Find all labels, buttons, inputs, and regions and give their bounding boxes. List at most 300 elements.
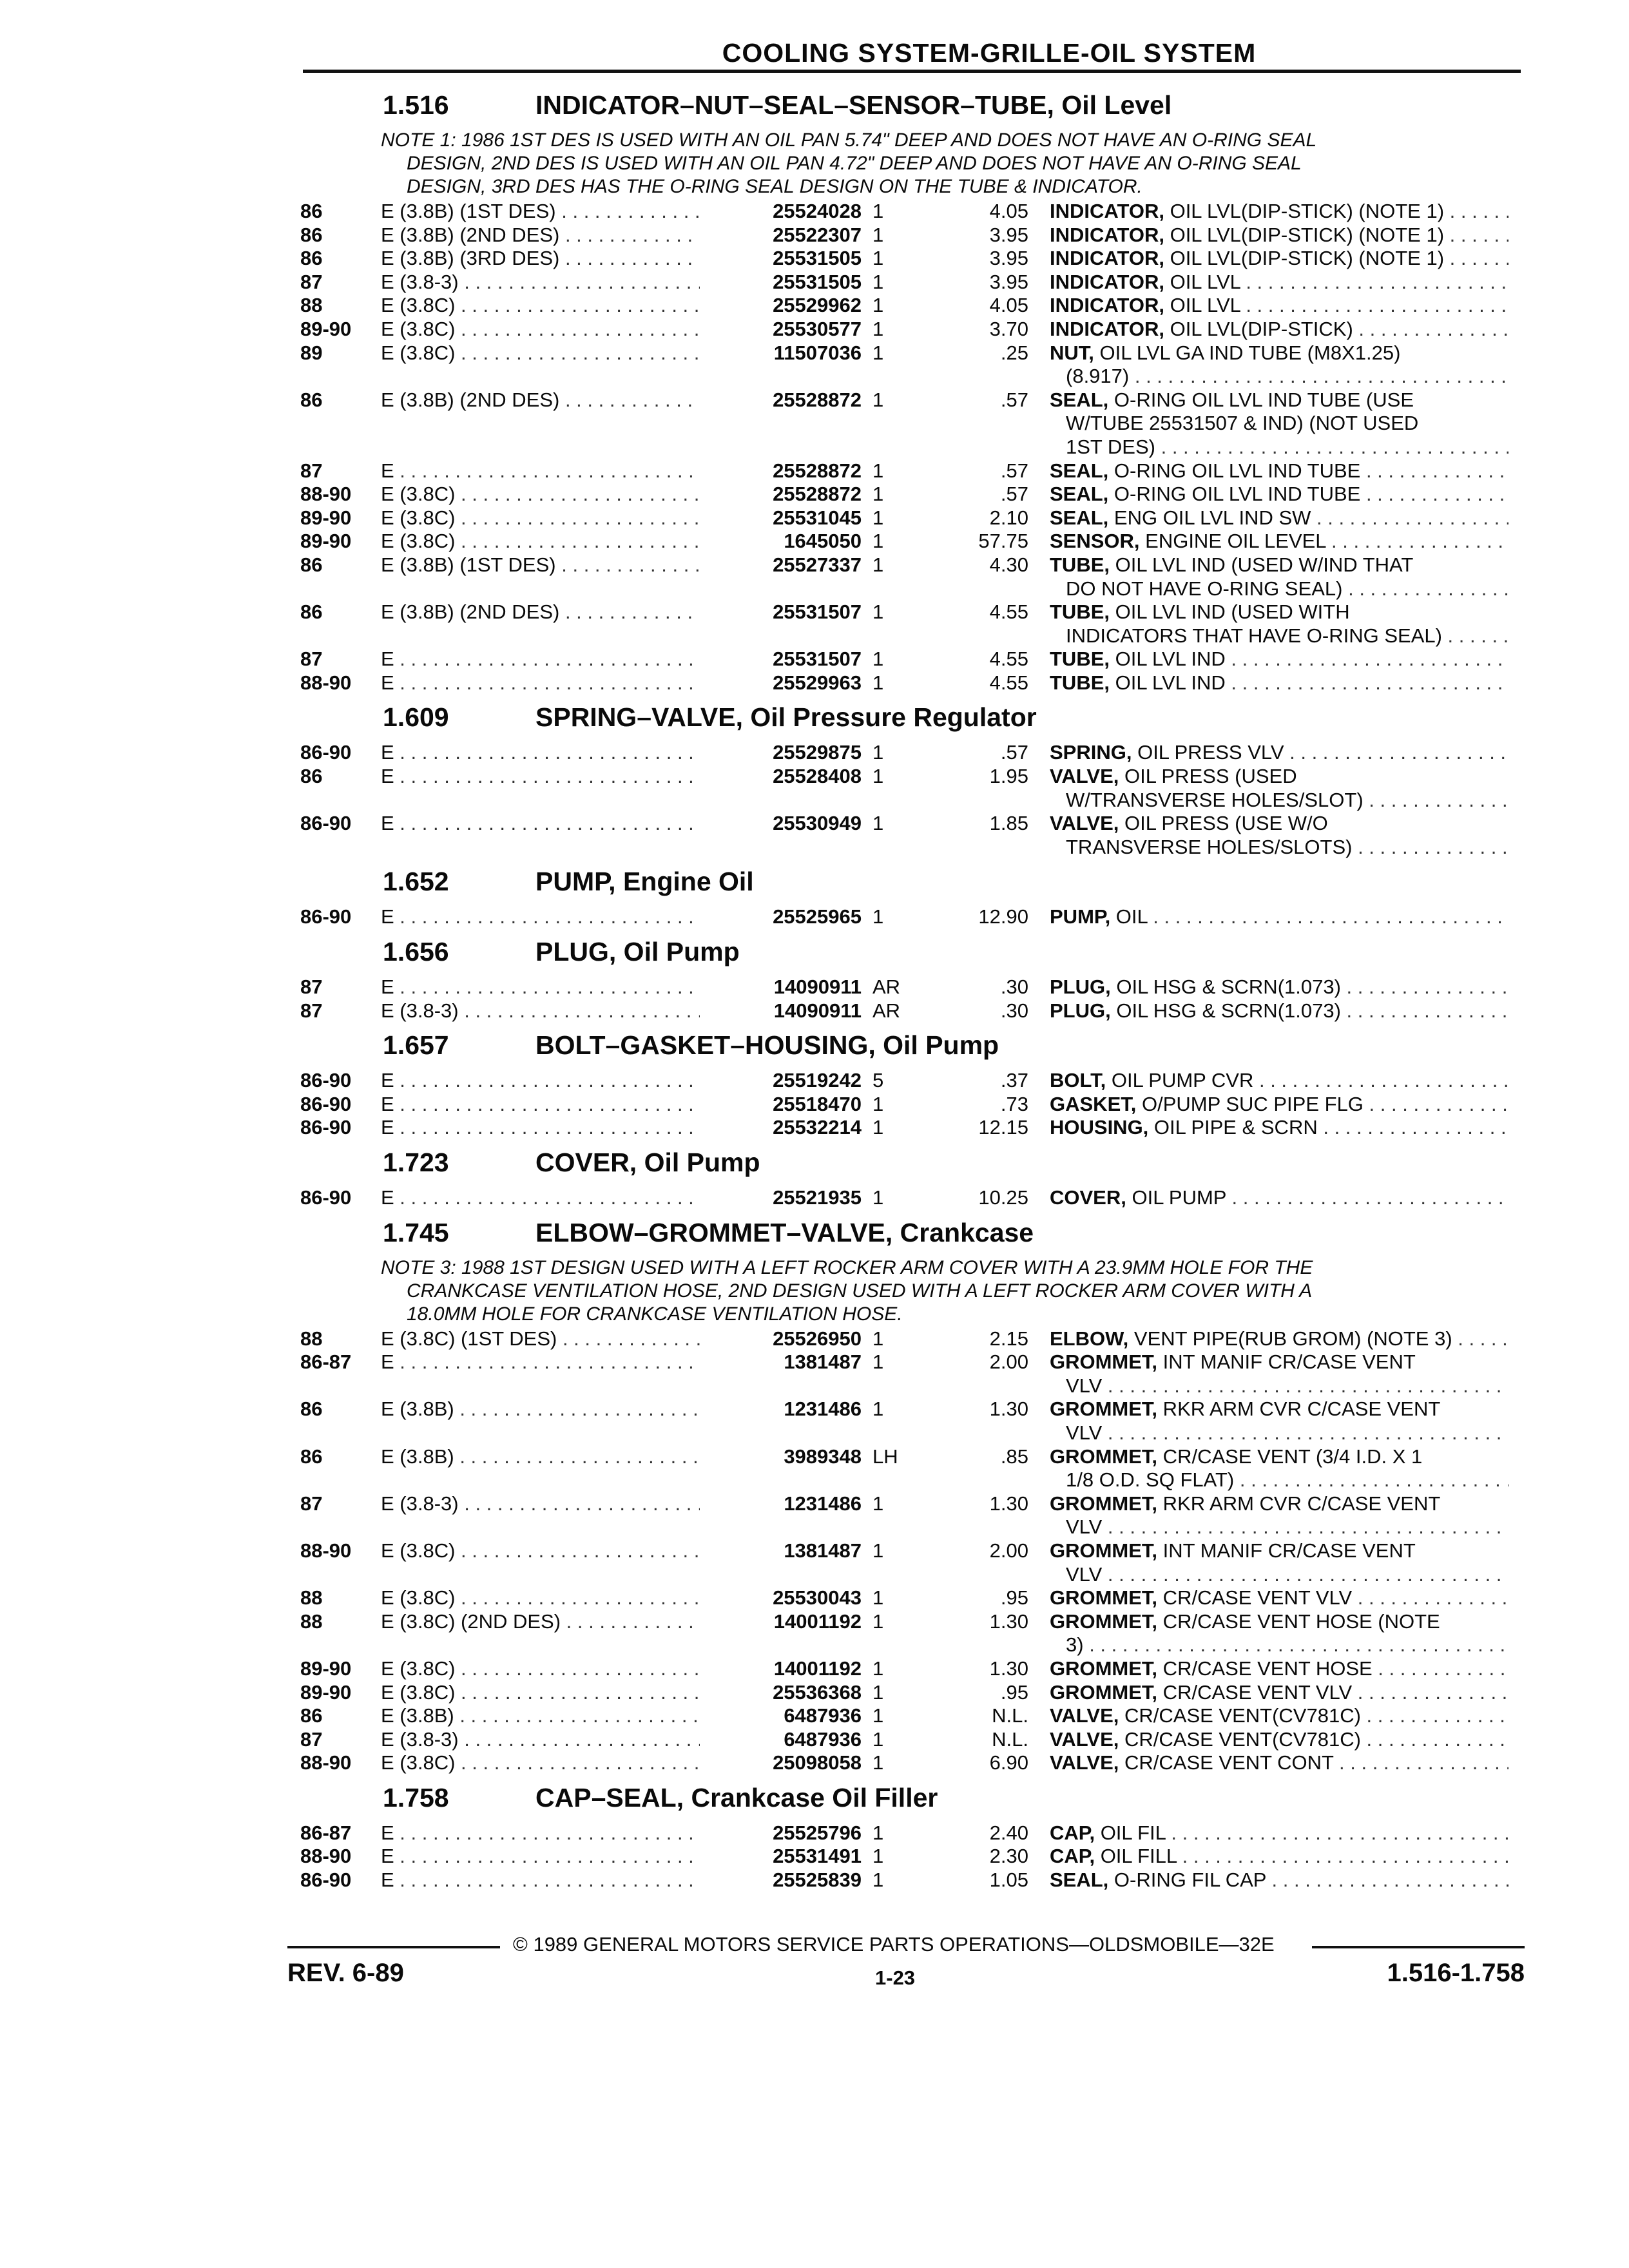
engine-code: E (3.8C) . . . xyxy=(381,1681,716,1705)
part-description xyxy=(1050,975,1509,999)
engine-code: E (3.8C) . . . xyxy=(381,483,716,506)
table-row xyxy=(300,483,1525,506)
description-text: OIL LVL(DIP-STICK) (NOTE 1) xyxy=(1164,223,1445,246)
part-name: TUBE, xyxy=(1050,601,1110,624)
part-number: 1231486 xyxy=(700,1492,862,1516)
part-description xyxy=(1050,1492,1509,1539)
price: 4.55 xyxy=(989,601,1028,624)
table-row xyxy=(300,1116,1525,1140)
part-description xyxy=(1050,1093,1509,1117)
part-number: 25521935 xyxy=(700,1186,862,1210)
description-text: ENG OIL LVL IND SW xyxy=(1108,506,1311,529)
part-name: NUT, xyxy=(1050,341,1094,364)
quantity: 1 xyxy=(872,1092,884,1115)
price: 1.30 xyxy=(989,1492,1028,1515)
engine-code: E . . . xyxy=(381,1350,716,1374)
engine-code: E (3.8B) . . . xyxy=(381,1445,716,1469)
description-line xyxy=(1050,999,1509,1023)
model-year: 87 xyxy=(300,1727,323,1751)
part-number: 25536368 xyxy=(700,1681,862,1705)
part-name: INDICATOR, xyxy=(1050,223,1164,246)
description-line xyxy=(1050,1350,1509,1374)
description-line: DO NOT HAVE O-RING SEAL) . . . xyxy=(1050,577,1509,601)
table-row xyxy=(300,318,1525,341)
part-number: 25531505 xyxy=(700,247,862,271)
part-description xyxy=(1050,389,1509,459)
engine-code: E (3.8C) . . . xyxy=(381,318,716,341)
engine-code: E (3.8-3) . . . xyxy=(381,1728,716,1752)
model-year: 88 xyxy=(300,1327,323,1350)
engine-code: E (3.8C) . . . xyxy=(381,1657,716,1681)
part-number: 1231486 xyxy=(700,1398,862,1421)
part-description xyxy=(1050,1821,1509,1845)
description-text: OIL LVL IND (USED W/IND THAT xyxy=(1110,553,1414,576)
quantity: 1 xyxy=(872,1327,884,1350)
model-year: 86 xyxy=(300,223,323,246)
note-line: CRANKCASE VENTILATION HOSE, 2ND DESIGN USED WITH A LEFT ROCKER ARM COVER WITH A xyxy=(407,1280,1313,1302)
description-text: O-RING OIL LVL IND TUBE (USE xyxy=(1108,388,1414,411)
model-year: 87 xyxy=(300,270,323,293)
table-row xyxy=(300,1869,1525,1892)
table-row xyxy=(300,1657,1525,1681)
description-text: O-RING OIL LVL IND TUBE xyxy=(1108,483,1361,506)
quantity: 1 xyxy=(872,1821,884,1844)
part-name: SEAL, xyxy=(1050,506,1109,529)
engine-code: E (3.8B) . . . xyxy=(381,1398,716,1421)
engine-code: E . . . xyxy=(381,812,716,836)
part-number: 25530577 xyxy=(700,318,862,341)
model-year: 88-90 xyxy=(300,483,352,506)
model-year: 87 xyxy=(300,975,323,999)
note-line: NOTE 1: 1986 1ST DES IS USED WITH AN OIL PAN 5.74" DEEP AND DOES NOT HAVE AN O-RING SEAL xyxy=(381,130,1317,151)
description-line xyxy=(1050,1492,1509,1516)
table-row xyxy=(300,1445,1525,1492)
table-row xyxy=(300,1821,1525,1845)
page-footer xyxy=(287,1933,1525,1989)
section-title xyxy=(300,1140,1525,1186)
model-year: 88-90 xyxy=(300,671,352,694)
price: 4.55 xyxy=(989,648,1028,671)
table-row xyxy=(300,1186,1525,1210)
quantity: 1 xyxy=(872,1680,884,1704)
section-name: CAP–SEAL, Crankcase Oil Filler xyxy=(535,1782,938,1812)
part-name: VALVE, xyxy=(1050,765,1119,788)
description-text: OIL LVL IND xyxy=(1110,648,1226,671)
part-name: CAP, xyxy=(1050,1845,1095,1868)
model-year: 89-90 xyxy=(300,530,352,553)
parts-catalog xyxy=(300,82,1525,1892)
section-title xyxy=(300,1210,1525,1256)
part-name: VALVE, xyxy=(1050,1751,1119,1774)
part-number: 25528408 xyxy=(700,765,862,789)
part-number: 25528872 xyxy=(700,459,862,483)
table-row xyxy=(300,459,1525,483)
model-year: 88-90 xyxy=(300,1845,352,1868)
part-description xyxy=(1050,999,1509,1023)
part-description xyxy=(1050,1657,1509,1681)
description-text: OIL LVL xyxy=(1164,270,1240,293)
description-line xyxy=(1050,1445,1509,1469)
description-line xyxy=(1050,905,1509,929)
table-row xyxy=(300,1350,1525,1398)
table-row xyxy=(300,741,1525,765)
part-number: 25522307 xyxy=(700,224,862,247)
part-description xyxy=(1050,741,1509,765)
table-row xyxy=(300,1069,1525,1093)
revision-label: REV. 6-89 xyxy=(287,1959,404,1987)
part-number: 25529962 xyxy=(700,294,862,318)
model-year: 88 xyxy=(300,1586,323,1610)
description-text: OIL FIL xyxy=(1095,1821,1166,1844)
part-description xyxy=(1050,1398,1509,1445)
description-line xyxy=(1050,506,1509,530)
description-line: TRANSVERSE HOLES/SLOTS) . . . xyxy=(1050,836,1509,860)
part-description xyxy=(1050,224,1509,247)
part-name: SEAL, xyxy=(1050,459,1109,482)
engine-code: E (3.8B) (2ND DES) . . . xyxy=(381,389,716,412)
part-description xyxy=(1050,1869,1509,1892)
part-number: 25528872 xyxy=(700,483,862,506)
model-year: 88 xyxy=(300,1610,323,1633)
part-description xyxy=(1050,1586,1509,1610)
model-year: 88-90 xyxy=(300,1539,352,1562)
table-row xyxy=(300,341,1525,389)
quantity: AR xyxy=(872,999,901,1022)
section-number: 1.758 xyxy=(383,1782,449,1812)
part-number: 25530043 xyxy=(700,1586,862,1610)
part-name: GROMMET, xyxy=(1050,1539,1158,1562)
price: 2.15 xyxy=(989,1327,1028,1350)
engine-code: E . . . xyxy=(381,741,716,765)
price: 3.95 xyxy=(989,223,1028,246)
price: .73 xyxy=(1000,1092,1028,1115)
part-description xyxy=(1050,1681,1509,1705)
model-year: 89-90 xyxy=(300,1680,352,1704)
price: N.L. xyxy=(992,1704,1028,1727)
description-text: CR/CASE VENT VLV xyxy=(1157,1680,1353,1704)
part-name: INDICATOR, xyxy=(1050,200,1164,222)
description-text: OIL LVL(DIP-STICK) (NOTE 1) xyxy=(1164,247,1445,270)
table-row xyxy=(300,1728,1525,1752)
part-name: INDICATOR, xyxy=(1050,294,1164,317)
quantity: 1 xyxy=(872,1657,884,1680)
table-row xyxy=(300,1610,1525,1657)
part-number: 25524028 xyxy=(700,200,862,224)
description-line xyxy=(1050,1586,1509,1610)
quantity: 1 xyxy=(872,1116,884,1139)
table-row xyxy=(300,1093,1525,1117)
model-year: 86 xyxy=(300,1445,323,1468)
part-description xyxy=(1050,530,1509,553)
model-year: 86 xyxy=(300,765,323,788)
quantity: 1 xyxy=(872,1727,884,1751)
part-name: ELBOW, xyxy=(1050,1327,1129,1350)
quantity: 1 xyxy=(872,1704,884,1727)
part-description xyxy=(1050,1728,1509,1752)
engine-code: E . . . xyxy=(381,671,716,695)
model-year: 89-90 xyxy=(300,506,352,529)
description-text: O-RING FIL CAP xyxy=(1108,1869,1266,1892)
section-number: 1.745 xyxy=(383,1217,449,1247)
note-line: DESIGN, 3RD DES HAS THE O-RING SEAL DESIGN ON THE TUBE & INDICATOR. xyxy=(407,176,1142,197)
part-number: 25098058 xyxy=(700,1751,862,1775)
quantity: 1 xyxy=(872,1350,884,1374)
part-name: INDICATOR, xyxy=(1050,317,1164,340)
part-name: TUBE, xyxy=(1050,671,1110,694)
part-name: VALVE, xyxy=(1050,1727,1119,1751)
table-row xyxy=(300,1845,1525,1869)
description-line: VLV . . . xyxy=(1050,1374,1509,1398)
table-row xyxy=(300,1492,1525,1539)
section-title xyxy=(300,859,1525,905)
description-line: W/TRANSVERSE HOLES/SLOT) . . . xyxy=(1050,789,1509,812)
quantity: 1 xyxy=(872,270,884,293)
part-name: BOLT, xyxy=(1050,1069,1106,1092)
model-year: 86-90 xyxy=(300,1186,352,1209)
model-year: 89 xyxy=(300,341,323,364)
part-number: 6487936 xyxy=(700,1704,862,1728)
part-number: 25519242 xyxy=(700,1069,862,1093)
description-line xyxy=(1050,975,1509,999)
engine-code: E (3.8-3) . . . xyxy=(381,1492,716,1516)
model-year: 86-87 xyxy=(300,1821,352,1844)
table-row xyxy=(300,553,1525,601)
quantity: 1 xyxy=(872,200,884,222)
part-description xyxy=(1050,648,1509,671)
price: 1.30 xyxy=(989,1398,1028,1421)
description-line xyxy=(1050,1398,1509,1421)
description-line xyxy=(1050,1681,1509,1705)
part-number: 25531491 xyxy=(700,1845,862,1869)
price: 10.25 xyxy=(978,1186,1028,1209)
part-name: GROMMET, xyxy=(1050,1657,1158,1680)
description-line xyxy=(1050,530,1509,553)
part-description xyxy=(1050,1116,1509,1140)
model-year: 86 xyxy=(300,1398,323,1421)
part-name: GROMMET, xyxy=(1050,1350,1158,1374)
part-name: PLUG, xyxy=(1050,975,1111,999)
model-year: 86-87 xyxy=(300,1350,352,1374)
price: .95 xyxy=(1000,1586,1028,1610)
description-line xyxy=(1050,1186,1509,1210)
part-name: GASKET, xyxy=(1050,1092,1137,1115)
description-line: 3) . . . xyxy=(1050,1633,1509,1657)
part-name: HOUSING, xyxy=(1050,1116,1149,1139)
page-title: COOLING SYSTEM-GRILLE-OIL SYSTEM xyxy=(722,38,1257,68)
part-description xyxy=(1050,341,1509,389)
part-name: GROMMET, xyxy=(1050,1398,1158,1421)
description-text: RKR ARM CVR C/CASE VENT xyxy=(1157,1492,1441,1515)
table-row xyxy=(300,247,1525,271)
price: 1.30 xyxy=(989,1657,1028,1680)
price: .95 xyxy=(1000,1680,1028,1704)
part-number: 25526950 xyxy=(700,1327,862,1351)
description-line: VLV . . . xyxy=(1050,1421,1509,1445)
part-description xyxy=(1050,1186,1509,1210)
footer-rule-left xyxy=(287,1946,500,1948)
engine-code: E (3.8B) (2ND DES) . . . xyxy=(381,224,716,247)
part-number: 25527337 xyxy=(700,553,862,577)
quantity: 1 xyxy=(872,648,884,671)
description-line: 1ST DES) . . . xyxy=(1050,436,1509,459)
description-line xyxy=(1050,247,1509,271)
part-description xyxy=(1050,1704,1509,1728)
table-row xyxy=(300,648,1525,671)
description-line: (8.917) . . . xyxy=(1050,365,1509,389)
engine-code: E . . . xyxy=(381,1186,716,1210)
part-name: PLUG, xyxy=(1050,999,1111,1022)
engine-code: E (3.8C) . . . xyxy=(381,1586,716,1610)
model-year: 86-90 xyxy=(300,1116,352,1139)
description-line xyxy=(1050,341,1509,365)
quantity: 1 xyxy=(872,1186,884,1209)
part-description xyxy=(1050,294,1509,318)
section-title xyxy=(300,82,1525,129)
note-line: NOTE 3: 1988 1ST DESIGN USED WITH A LEFT ROCKER ARM COVER WITH A 23.9MM HOLE FOR THE xyxy=(381,1256,1313,1278)
quantity: 1 xyxy=(872,1492,884,1515)
description-text: INT MANIF CR/CASE VENT xyxy=(1157,1350,1416,1374)
table-row xyxy=(300,506,1525,530)
price: 2.30 xyxy=(989,1845,1028,1868)
part-description xyxy=(1050,200,1509,224)
copyright-text: © 1989 GENERAL MOTORS SERVICE PARTS OPERATIONS—OLDSMOBILE—32E xyxy=(513,1933,1275,1956)
table-row xyxy=(300,1327,1525,1351)
section-number: 1.516 xyxy=(383,90,449,120)
price: 6.90 xyxy=(989,1751,1028,1774)
description-text: OIL LVL IND (USED WITH xyxy=(1110,601,1350,624)
model-year: 86 xyxy=(300,1704,323,1727)
engine-code: E . . . xyxy=(381,765,716,789)
description-line xyxy=(1050,765,1509,789)
quantity: 1 xyxy=(872,905,884,928)
part-number: 25531507 xyxy=(700,648,862,671)
description-line xyxy=(1050,1728,1509,1752)
description-line xyxy=(1050,812,1509,836)
part-number: 25532214 xyxy=(700,1116,862,1140)
part-description xyxy=(1050,506,1509,530)
part-description xyxy=(1050,1539,1509,1586)
description-line xyxy=(1050,1610,1509,1634)
table-row xyxy=(300,1751,1525,1775)
section-range: 1.516-1.758 xyxy=(1387,1959,1525,1987)
table-row xyxy=(300,389,1525,459)
price: N.L. xyxy=(992,1727,1028,1751)
description-line xyxy=(1050,553,1509,577)
table-row xyxy=(300,224,1525,247)
description-text: OIL xyxy=(1110,905,1148,928)
engine-code: E (3.8C) . . . xyxy=(381,294,716,318)
price: 2.10 xyxy=(989,506,1028,529)
section-number: 1.656 xyxy=(383,937,449,967)
description-text: CR/CASE VENT(CV781C) xyxy=(1119,1704,1361,1727)
part-name: SENSOR, xyxy=(1050,530,1140,553)
quantity: 1 xyxy=(872,459,884,482)
price: 12.15 xyxy=(978,1116,1028,1139)
quantity: 1 xyxy=(872,671,884,694)
part-number: 1381487 xyxy=(700,1350,862,1374)
table-row xyxy=(300,765,1525,812)
description-text: OIL PRESS (USED xyxy=(1119,765,1297,788)
table-row xyxy=(300,671,1525,695)
quantity: 1 xyxy=(872,223,884,246)
footer-copyright-line xyxy=(287,1933,1525,1961)
part-name: GROMMET, xyxy=(1050,1586,1158,1610)
description-line xyxy=(1050,1327,1509,1351)
description-text: OIL LVL xyxy=(1164,294,1240,317)
description-text: CR/CASE VENT (3/4 I.D. X 1 xyxy=(1157,1445,1423,1468)
quantity: 1 xyxy=(872,483,884,506)
model-year: 86 xyxy=(300,247,323,270)
description-text: OIL PRESS VLV xyxy=(1132,741,1284,764)
quantity: 1 xyxy=(872,553,884,576)
description-text: CR/CASE VENT CONT xyxy=(1119,1751,1334,1774)
part-name: VALVE, xyxy=(1050,1704,1119,1727)
engine-code: E . . . xyxy=(381,1116,716,1140)
engine-code: E (3.8B) (2ND DES) . . . xyxy=(381,601,716,624)
description-text: RKR ARM CVR C/CASE VENT xyxy=(1157,1398,1441,1421)
description-line xyxy=(1050,1869,1509,1892)
table-row xyxy=(300,200,1525,224)
table-row xyxy=(300,999,1525,1023)
price: 1.30 xyxy=(989,1610,1028,1633)
table-row xyxy=(300,601,1525,648)
section-name: SPRING–VALVE, Oil Pressure Regulator xyxy=(535,702,1037,733)
model-year: 86-90 xyxy=(300,812,352,835)
model-year: 86 xyxy=(300,388,323,411)
description-line xyxy=(1050,200,1509,224)
price: 1.05 xyxy=(989,1869,1028,1892)
table-row xyxy=(300,1398,1525,1445)
quantity: LH xyxy=(872,1445,898,1468)
model-year: 87 xyxy=(300,999,323,1022)
engine-code: E (3.8B) (1ST DES) . . . xyxy=(381,200,716,224)
description-text: OIL HSG & SCRN(1.073) xyxy=(1110,999,1341,1022)
description-text: OIL LVL(DIP-STICK) (NOTE 1) xyxy=(1164,200,1445,222)
description-line: W/TUBE 25531507 & IND) (NOT USED xyxy=(1066,412,1419,435)
engine-code: E (3.8C) . . . xyxy=(381,1751,716,1775)
part-name: INDICATOR, xyxy=(1050,247,1164,270)
quantity: AR xyxy=(872,975,901,999)
table-row xyxy=(300,975,1525,999)
part-number: 25525965 xyxy=(700,905,862,929)
description-text: O-RING OIL LVL IND TUBE xyxy=(1108,459,1361,482)
section-title xyxy=(300,929,1525,975)
part-number: 14090911 xyxy=(700,975,862,999)
price: .85 xyxy=(1000,1445,1028,1468)
description-text: OIL HSG & SCRN(1.073) xyxy=(1110,975,1341,999)
description-line: INDICATORS THAT HAVE O-RING SEAL) . . . xyxy=(1050,624,1509,648)
part-number: 25528872 xyxy=(700,389,862,412)
quantity: 1 xyxy=(872,1610,884,1633)
quantity: 1 xyxy=(872,1869,884,1892)
price: 2.00 xyxy=(989,1539,1028,1562)
engine-code: E (3.8C) (2ND DES) . . . xyxy=(381,1610,716,1634)
price: .37 xyxy=(1000,1069,1028,1092)
part-name: VALVE, xyxy=(1050,812,1119,835)
section-number: 1.609 xyxy=(383,702,449,733)
price: 3.95 xyxy=(989,247,1028,270)
model-year: 86-90 xyxy=(300,1069,352,1092)
description-line xyxy=(1050,294,1509,318)
engine-code: E . . . xyxy=(381,975,716,999)
description-text: OIL FILL xyxy=(1095,1845,1177,1868)
quantity: 1 xyxy=(872,1539,884,1562)
model-year: 88-90 xyxy=(300,1751,352,1774)
price: .30 xyxy=(1000,975,1028,999)
price: .57 xyxy=(1000,459,1028,482)
description-text: CR/CASE VENT(CV781C) xyxy=(1119,1727,1361,1751)
page-header xyxy=(303,36,1521,73)
